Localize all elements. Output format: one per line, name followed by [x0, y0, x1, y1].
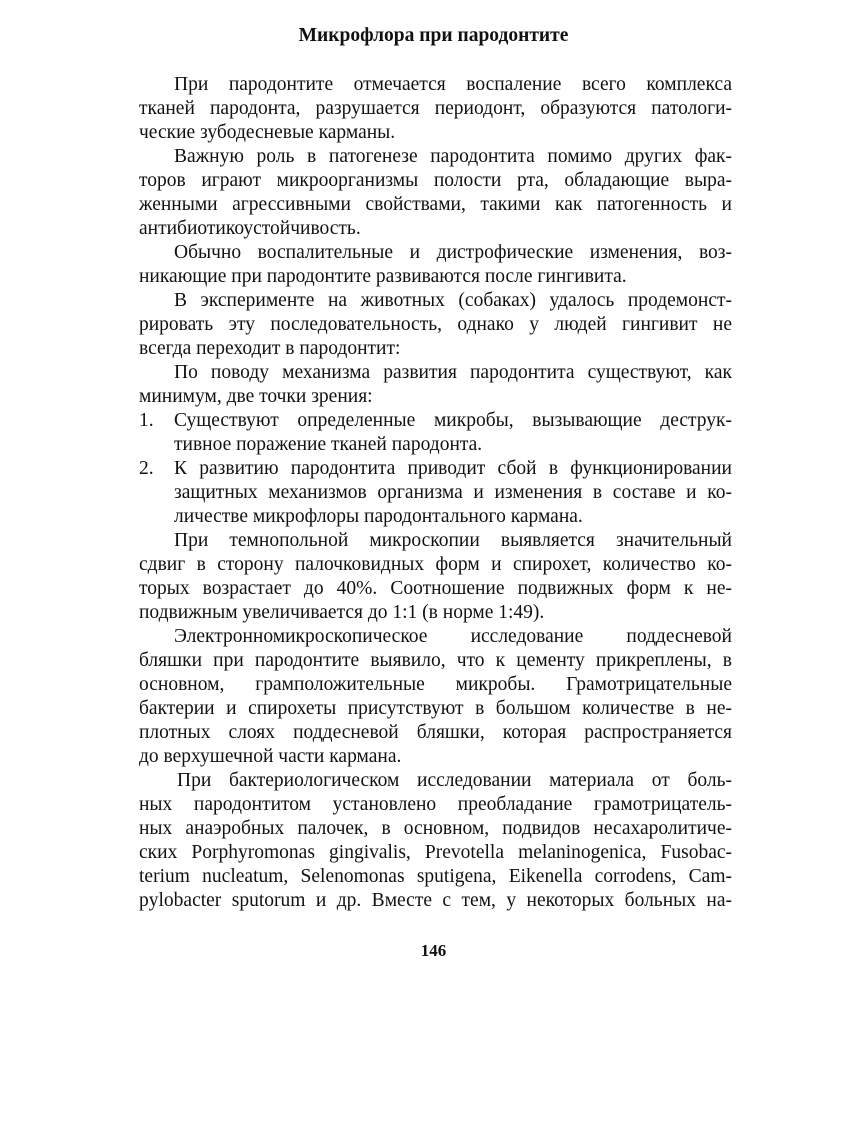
- list-item-text: К развитию пародонтита приводит сбой в функционировании: [174, 458, 732, 479]
- text-line: При темнопольной микроскопии выявляется значительный: [174, 530, 732, 551]
- text-line: При бактериологическом исследовании материала от боль-: [177, 770, 732, 791]
- text-line: минимум, две точки зрения:: [139, 386, 373, 407]
- text-line: В эксперименте на животных (собаках) удалось продемонст-: [174, 290, 732, 311]
- text-line: торов играют микроорганизмы полости рта, обладающие выра-: [139, 170, 732, 191]
- list-item-text: тивное поражение тканей пародонта.: [174, 434, 483, 455]
- text-line: никающие при пародонтите развиваются после гингивита.: [139, 266, 627, 287]
- text-line: pylobacter sputorum и др. Вместе с тем, у некоторых больных на-: [139, 890, 732, 911]
- text-line: Важную роль в патогенезе пародонтита помимо других фак-: [174, 146, 732, 167]
- text-line: торых возрастает до 40%. Соотношение подвижных форм к не-: [139, 578, 732, 599]
- text-line: до верхушечной части кармана.: [139, 746, 402, 767]
- text-line: По поводу механизма развития пародонтита существуют, как: [174, 362, 732, 383]
- text-line: ных анаэробных палочек, в основном, подвидов несахаролитиче-: [139, 818, 732, 839]
- text-line: плотных слоях поддесневой бляшки, которая распространяется: [139, 722, 732, 743]
- list-item-number: 2.: [139, 458, 154, 479]
- text-line: Электронномикроскопическое исследование поддесневой: [174, 626, 732, 647]
- text-line: ных пародонтитом установлено преобладание грамотрицатель-: [139, 794, 732, 815]
- text-line: подвижным увеличивается до 1:1 (в норме 1:49).: [139, 602, 545, 623]
- list-item-text: личестве микрофлоры пародонтального кармана.: [174, 506, 583, 527]
- text-line: всегда переходит в пародонтит:: [139, 338, 401, 359]
- text-line: Обычно воспалительные и дистрофические изменения, воз-: [174, 242, 732, 263]
- text-line: рировать эту последовательность, однако у людей гингивит не: [139, 314, 732, 335]
- text-line: При пародонтите отмечается воспаление всего комплекса: [174, 74, 732, 95]
- list-item-text: защитных механизмов организма и изменения в составе и ко-: [174, 482, 732, 503]
- text-line: основном, грамположительные микробы. Грамотрицательные: [139, 674, 732, 695]
- text-line: женными агрессивными свойствами, такими как патогенность и: [139, 194, 732, 215]
- text-line: тканей пародонта, разрушается периодонт, образуются патологи-: [139, 98, 732, 119]
- list-item-number: 1.: [139, 410, 154, 431]
- page-title: Микрофлора при пародонтите: [298, 25, 569, 46]
- text-line: ских Porphyromonas gingivalis, Prevotella melaninogenica, Fusobac-: [139, 842, 732, 863]
- text-line: антибиотикоустойчивость.: [139, 218, 361, 239]
- text-line: бактерии и спирохеты присутствуют в большом количестве в не-: [139, 698, 732, 719]
- text-line: ческие зубодесневые карманы.: [139, 122, 396, 143]
- text-line: terium nucleatum, Selenomonas sputigena, Eikenella corrodens, Cam-: [139, 866, 732, 887]
- text-line: сдвиг в сторону палочковидных форм и спирохет, количество ко-: [139, 554, 732, 575]
- list-item-text: Существуют определенные микробы, вызывающие деструк-: [174, 410, 732, 431]
- text-line: бляшки при пародонтите выявило, что к цементу прикреплены, в: [139, 650, 732, 671]
- page-number: 146: [420, 941, 447, 960]
